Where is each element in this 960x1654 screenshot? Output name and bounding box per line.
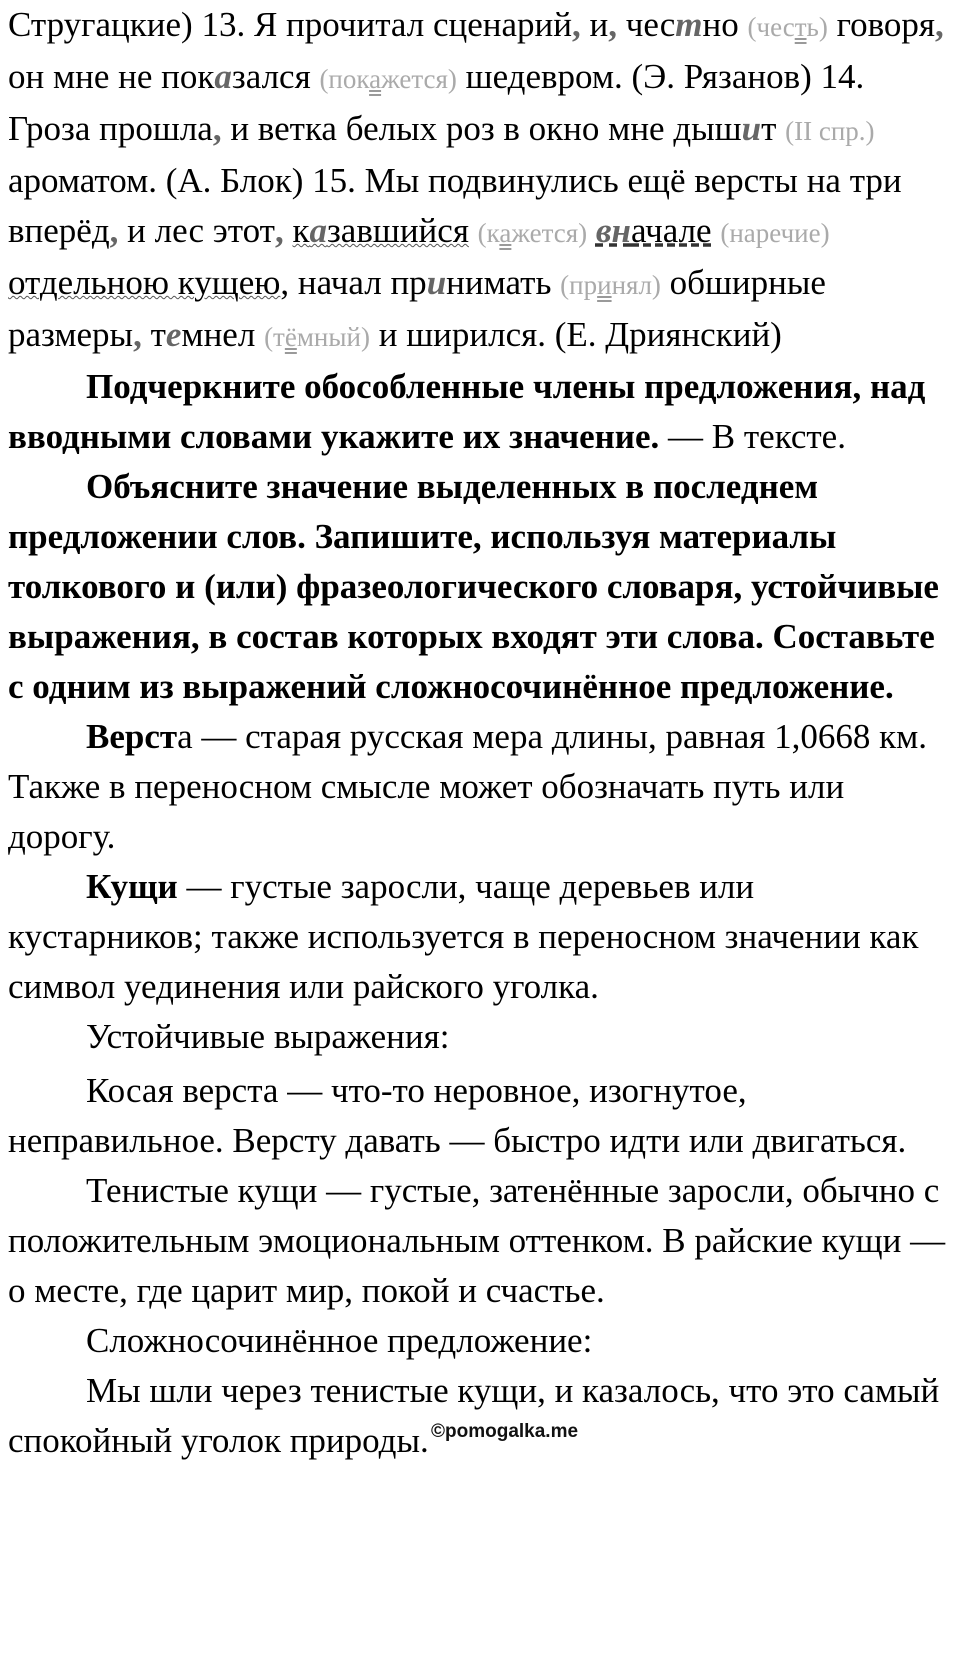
text-run: говоря bbox=[827, 5, 935, 44]
punctuation-mark: , bbox=[608, 5, 617, 44]
task-bold-text: Подчеркните обособленные члены предложения, над вводными словами укажите их значение. bbox=[8, 367, 926, 456]
hint-word: (кажется) bbox=[477, 218, 588, 248]
hint-word: (покажется) bbox=[319, 64, 457, 94]
definition-term-ending: а bbox=[177, 717, 193, 756]
text-run: т bbox=[141, 315, 166, 354]
punctuation-mark: , bbox=[109, 211, 119, 250]
hint-word: (честь) bbox=[747, 12, 828, 42]
definition-text: — старая русская мера длины, равная 1,0668 км. Также в переносном смысле может обозначать путь или дорогу. bbox=[8, 717, 928, 856]
punctuation-mark: , bbox=[133, 315, 142, 354]
participle-phrase: казавшийся bbox=[292, 211, 469, 250]
text-run: ароматом. (А. Блок) 15. Мы подвинулись ещё версты на три вперёд bbox=[8, 161, 902, 250]
phrases-paragraph-2: Тенистые кущи — густые, затенённые заросли, обычно с положительным эмоциональным оттенком. В райские кущи — о месте, где царит мир, покой и счастье. bbox=[8, 1171, 946, 1310]
highlighted-letter: т bbox=[675, 5, 703, 44]
definition-text: — густые заросли, чаще деревьев или кустарников; также используется в переносном значении как символ уединения или райского уголка. bbox=[8, 867, 919, 1006]
definition-term: Верст bbox=[86, 717, 178, 756]
hint-word: (тёмный) bbox=[264, 322, 370, 352]
text-run: мнел bbox=[181, 315, 265, 354]
text-run: шедевром. (Э. Рязанов) 14. Гроза прошла bbox=[8, 57, 865, 148]
sentence-heading: Сложносочинённое предложение: bbox=[86, 1321, 593, 1360]
hint-word: (наречие) bbox=[720, 218, 830, 248]
definition-term: Кущи bbox=[86, 867, 178, 906]
sentence-text: Мы шли через тенистые кущи, и казалось, что это самый спокойный уголок природы. bbox=[8, 1371, 940, 1460]
text-run: но bbox=[702, 5, 748, 44]
watermark-text: ©pomogalka.me bbox=[431, 1421, 579, 1442]
punctuation-mark: , bbox=[934, 5, 944, 44]
task-answer-text: — В тексте. bbox=[659, 417, 846, 456]
text-run: он мне не пок bbox=[8, 57, 215, 96]
text-run: обширные размеры bbox=[8, 263, 826, 354]
task-instruction-2: Объясните значение выделенных в последнем предложении слов. Запишите, используя материалы толкового и (или) фразеологического словаря, устойчивые выражения, в состав которых входят эти слова. Составьте с одним из выражений сложносочинённое предложение. bbox=[8, 467, 939, 706]
underlined-phrase: отдельною кущею bbox=[8, 263, 281, 302]
task-instruction-1 bbox=[8, 362, 953, 462]
text-run: т bbox=[761, 109, 786, 148]
highlighted-letter: е bbox=[165, 315, 182, 354]
text-run: и лес этот bbox=[118, 211, 275, 250]
text-run: и bbox=[580, 5, 609, 44]
text-run: чес bbox=[616, 5, 676, 44]
text-run: , начал пр bbox=[280, 263, 427, 302]
hint-word: (II спр.) bbox=[785, 116, 875, 146]
punctuation-mark: , bbox=[572, 5, 581, 44]
phrases-paragraph-1: Косая верста — что-то неровное, изогнутое, неправильное. Версту давать — быстро идти или двигаться. bbox=[8, 1071, 907, 1160]
highlighted-letter: и bbox=[741, 109, 762, 148]
text-run: и ветка белых роз в окно мне дыш bbox=[221, 109, 742, 148]
phrases-heading: Устойчивые выражения: bbox=[86, 1017, 450, 1056]
adverb-word: вначале bbox=[595, 211, 712, 250]
highlighted-letter: и bbox=[426, 263, 447, 302]
text-run: Стругацкие) 13. Я прочитал сценарий bbox=[8, 5, 572, 44]
text-run: и ширился. (Е. Дриянский) bbox=[369, 315, 782, 354]
punctuation-mark: , bbox=[274, 211, 284, 250]
hint-word: (принял) bbox=[560, 270, 661, 300]
definition-kushchi bbox=[8, 862, 953, 1012]
document-page bbox=[8, 0, 953, 1466]
punctuation-mark: , bbox=[212, 109, 222, 148]
exercise-text bbox=[8, 0, 953, 362]
definition-versta bbox=[8, 712, 953, 862]
text-run: зался bbox=[231, 57, 320, 96]
text-run: нимать bbox=[446, 263, 561, 302]
highlighted-letter: а bbox=[214, 57, 232, 96]
